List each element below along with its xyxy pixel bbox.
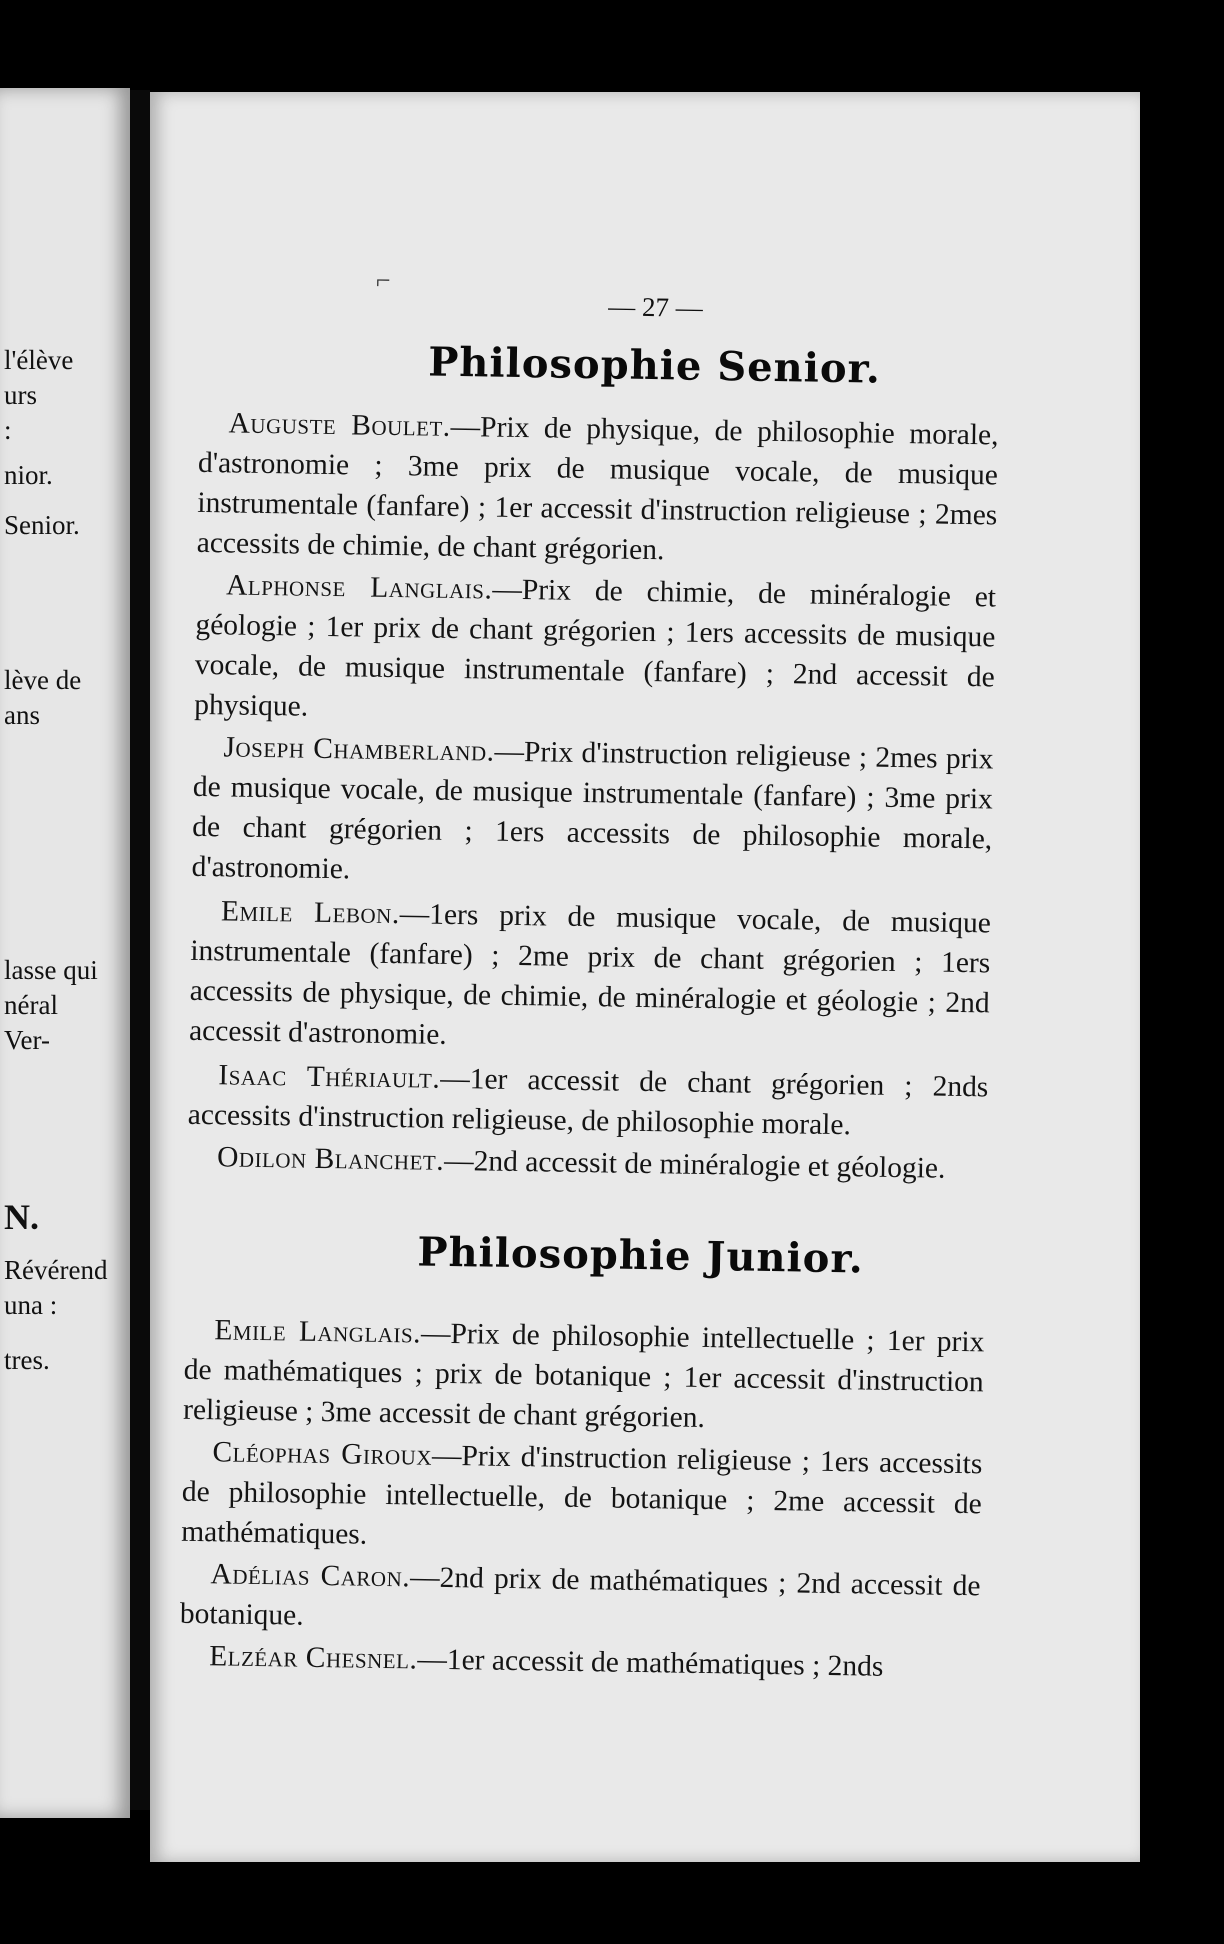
left-facing-page [0, 88, 130, 1818]
student-name: Auguste Boulet. [228, 407, 451, 443]
prize-text: —2nd accessit de minéralogie et géologie. [443, 1144, 946, 1185]
student-name: Joseph Chamberland. [223, 731, 495, 768]
section-heading-philosophie-junior: Philosophie Junior. [417, 1228, 865, 1283]
student-name: Odilon Blanchet. [216, 1141, 445, 1177]
left-page-fragment: Révérend [4, 1255, 108, 1285]
pencil-mark: ⌐ [375, 265, 391, 295]
student-name: Cléophas Giroux [212, 1436, 433, 1472]
entries-philosophie-senior [187, 403, 999, 1191]
student-name: Elzéar Chesnel. [209, 1640, 418, 1676]
prize-text: —1er accessit de chant grégorien ; 2nds accessits d'instruction religieuse, de philosophie morale. [187, 1062, 989, 1142]
student-name: Adélias Caron. [210, 1558, 411, 1594]
left-page-fragment: néral [4, 990, 58, 1020]
student-name: Emile Langlais. [214, 1314, 422, 1350]
left-page-fragment: Senior. [4, 510, 80, 540]
left-page-fragment: ans [4, 700, 40, 730]
main-page [150, 92, 1140, 1862]
left-page-fragment: Ver- [4, 1025, 50, 1055]
student-name: Emile Lebon. [220, 895, 400, 931]
prize-entry [189, 891, 991, 1064]
left-page-fragment: lasse qui [4, 955, 98, 985]
page-content [136, 84, 1154, 1869]
left-page-fragment: nior. [4, 460, 53, 490]
prize-entry [187, 1055, 988, 1148]
prize-text: —2nd prix de mathématiques ; 2nd accessit de botanique. [179, 1561, 981, 1632]
prize-entry [180, 1554, 981, 1647]
student-name: Isaac Thériault. [218, 1059, 441, 1095]
left-page-fragment: lève de [4, 665, 82, 695]
prize-text: —Prix de chimie, de minéralogie et géologie ; 1er prix de chant grégorien ; 1ers accessits de musique vocale, de musique instrumentale (fanfare) ; 2nd accessit de physique. [193, 573, 997, 723]
prize-text: —1er accessit de mathématiques ; 2nds [417, 1643, 884, 1683]
prize-text: —1ers prix de musique vocale, de musique instrumentale (fanfare) ; 2me prix de chant grégorien ; 1ers accessits de physique, de chimie, de minéralogie et géologie ; 2nd accessit d'astronomie. [188, 898, 992, 1051]
prize-text: —Prix d'instruction religieuse ; 1ers accessits de philosophie intellectuelle, de botanique ; 2me accessit de mathématiques. [180, 1439, 983, 1551]
left-page-fragment: l'élève [4, 345, 74, 375]
section-heading-philosophie-senior: Philosophie Senior. [427, 338, 882, 393]
left-page-fragment: : [4, 415, 12, 445]
left-page-fragment: una : [4, 1290, 58, 1320]
prize-entry [183, 1310, 985, 1443]
prize-text: —Prix de philosophie intellectuelle ; 1er prix de mathématiques ; prix de botanique ; 1er accessit d'instruction religieuse ; 3me accessit de chant grégorien. [182, 1317, 985, 1434]
prize-entry [181, 1432, 983, 1565]
left-page-fragment: tres. [4, 1345, 50, 1375]
entries-philosophie-junior [179, 1310, 985, 1691]
left-page-fragment: N. [4, 1197, 39, 1237]
left-page-fragment: urs [4, 380, 37, 410]
prize-entry [191, 727, 993, 900]
prize-entry [196, 403, 998, 576]
prize-text: —Prix de physique, de philosophie morale, d'astronomie ; 3me prix de musique vocale, de musique instrumentale (fanfare) ; 1er accessit d'instruction religieuse ; 2mes accessits de chimie, de chant grégorien. [196, 410, 999, 567]
prize-text: —Prix d'instruction religieuse ; 2mes prix de musique vocale, de musique instrumentale (fanfare) ; 3me prix de chant grégorien ; 1ers accessits de philosophie morale, d'astronomie. [191, 735, 994, 886]
student-name: Alphonse Langlais. [225, 569, 493, 606]
page-number: — 27 — [608, 291, 704, 323]
prize-entry [194, 565, 996, 738]
